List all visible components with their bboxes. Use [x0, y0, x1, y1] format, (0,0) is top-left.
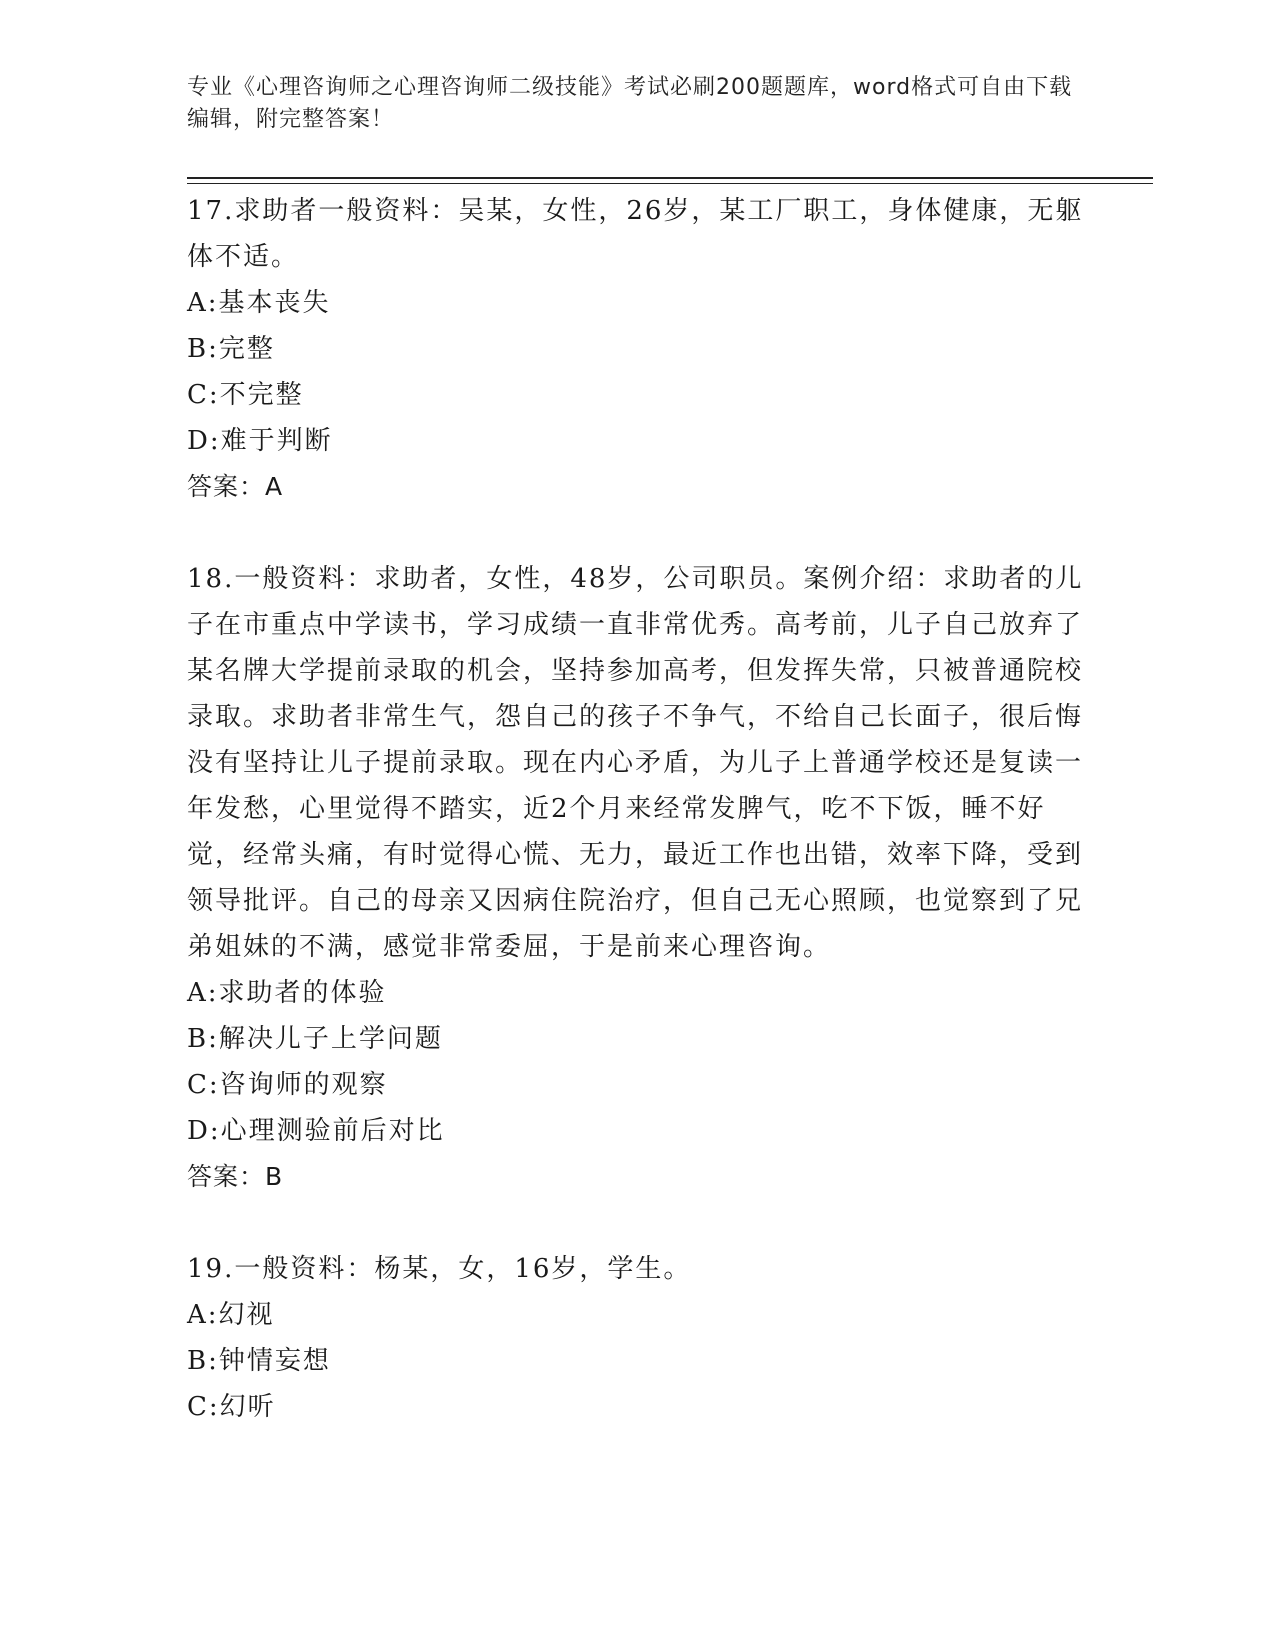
option-d: D:难于判断 [187, 426, 333, 456]
header-divider-thick [187, 177, 1153, 179]
header-divider-thin [187, 183, 1153, 184]
question-18 [187, 556, 1087, 1200]
document-header: 专业《心理咨询师之心理咨询师二级技能》考试必刷200题题库，word格式可自由下载编辑，附完整答案！ [187, 75, 1073, 132]
option-d: D:心理测验前后对比 [187, 1116, 445, 1146]
question-stem: 18.一般资料：求助者，女性，48岁，公司职员。案例介绍：求助者的儿子在市重点中学读书，学习成绩一直非常优秀。高考前，儿子自己放弃了某名牌大学提前录取的机会，坚持参加高考，但发挥失常，只被普通院校录取。求助者非常生气，怨自己的孩子不争气，不给自己长面子，很后悔没有坚持让儿子提前录取。现在内心矛盾，为儿子上普通学校还是复读一年发愁，心里觉得不踏实，近2个月来经常发脾气，吃不下饭，睡不好觉，经常头痛，有时觉得心慌、无力，最近工作也出错，效率下降，受到领导批评。自己的母亲又因病住院治疗，但自己无心照顾，也觉察到了兄弟姐妹的不满，感觉非常委屈，于是前来心理咨询。 [187, 564, 1084, 962]
question-stem: 19.一般资料：杨某，女，16岁，学生。 [187, 1254, 692, 1284]
question-19 [187, 1246, 1087, 1430]
option-a: A:基本丧失 [187, 288, 331, 318]
option-a: A:求助者的体验 [187, 978, 387, 1008]
question-spacer [187, 1200, 1087, 1246]
option-b: B:解决儿子上学问题 [187, 1024, 443, 1054]
answer-label: 答案：B [187, 1162, 284, 1191]
option-b: B:钟情妄想 [187, 1346, 331, 1376]
option-c: C:咨询师的观察 [187, 1070, 388, 1100]
option-c: C:幻听 [187, 1392, 276, 1422]
option-a: A:幻视 [187, 1300, 275, 1330]
question-spacer [187, 510, 1087, 556]
question-list [187, 188, 1087, 1430]
question-stem: 17.求助者一般资料：吴某，女性，26岁，某工厂职工，身体健康，无躯体不适。 [187, 196, 1084, 272]
option-b: B:完整 [187, 334, 275, 364]
answer-label: 答案：A [187, 472, 284, 501]
option-c: C:不完整 [187, 380, 304, 410]
question-17 [187, 188, 1087, 510]
